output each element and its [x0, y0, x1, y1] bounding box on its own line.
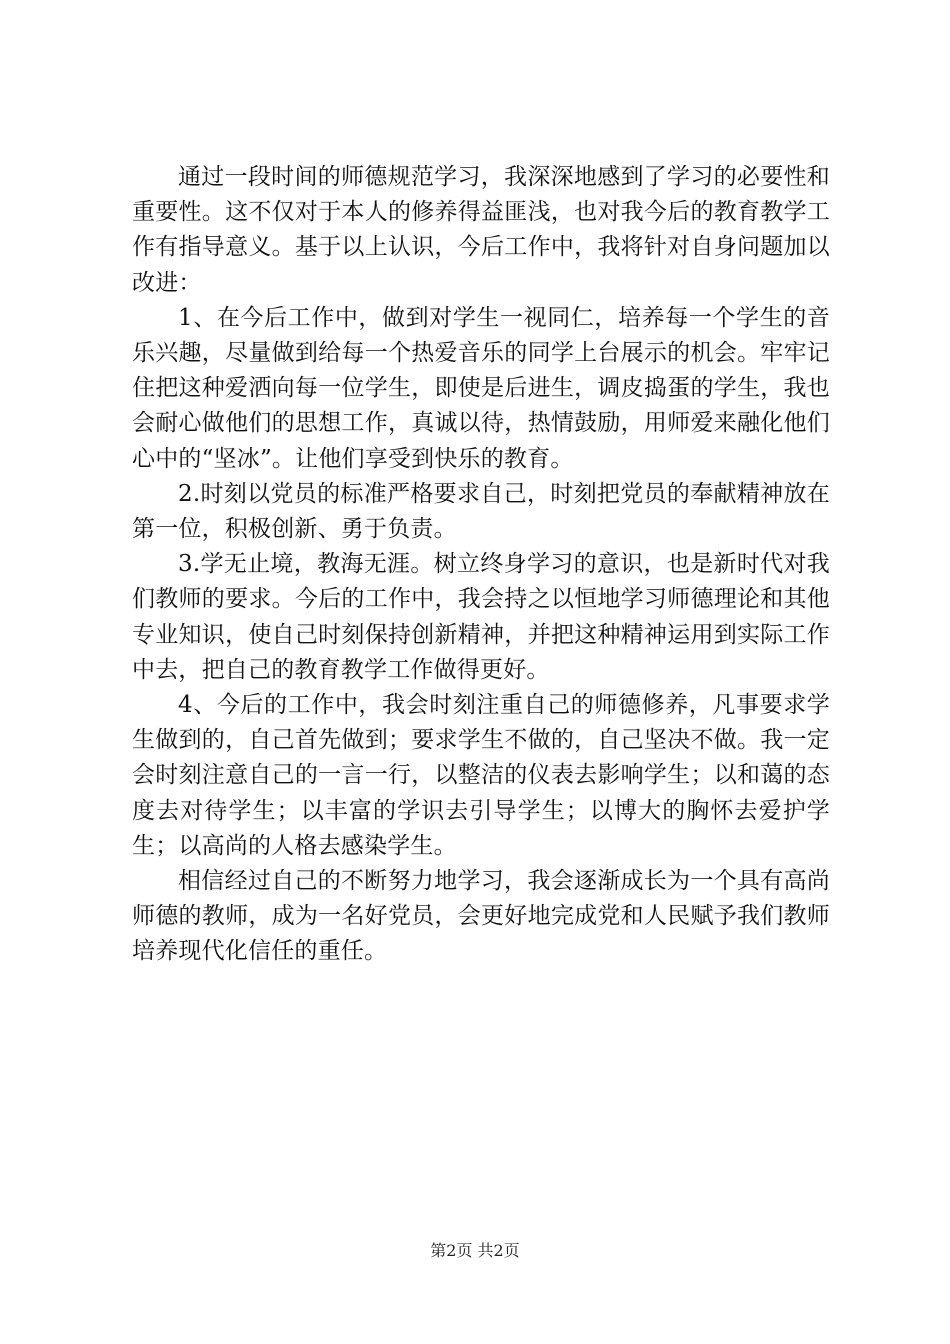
paragraph-point-3: 3.学无止境，教海无涯。树立终身学习的意识，也是新时代对我们教师的要求。今后的工作中，我会持之以恒地学习师德理论和其他专业知识，使自己时刻保持创新精神，并把这种精神运用到实际工作中去，把自己的教育教学工作做得更好。 [132, 551, 830, 683]
page-number-footer: 第2页 共2页 [430, 1241, 520, 1260]
paragraph-intro: 通过一段时间的师德规范学习，我深深地感到了学习的必要性和重要性。这不仅对于本人的修养得益匪浅，也对我今后的教育教学工作有指导意义。基于以上认识，今后工作中，我将针对自身问题加以改进： [132, 164, 830, 296]
paragraph-point-1: 1、在今后工作中，做到对学生一视同仁，培养每一个学生的音乐兴趣，尽量做到给每一个热爱音乐的同学上台展示的机会。牢牢记住把这种爱洒向每一位学生，即使是后进生，调皮捣蛋的学生，我也会耐心做他们的思想工作，真诚以待，热情鼓励，用师爱来融化他们心中的“坚冰”。让他们享受到快乐的教育。 [132, 304, 830, 472]
document-body [132, 160, 830, 970]
paragraph-point-2: 2.时刻以党员的标准严格要求自己，时刻把党员的奉献精神放在第一位，积极创新、勇于负责。 [132, 480, 830, 543]
paragraph-point-4: 4、今后的工作中，我会时刻注重自己的师德修养，凡事要求学生做到的，自己首先做到；要求学生不做的，自己坚决不做。我一定会时刻注意自己的一言一行，以整洁的仪表去影响学生；以和蔼的态度去对待学生；以丰富的学识去引导学生；以博大的胸怀去爱护学生；以高尚的人格去感染学生。 [132, 692, 830, 859]
paragraph-conclusion: 相信经过自己的不断努力地学习，我会逐渐成长为一个具有高尚师德的教师，成为一名好党员，会更好地完成党和人民赋予我们教师培养现代化信任的重任。 [132, 868, 830, 965]
